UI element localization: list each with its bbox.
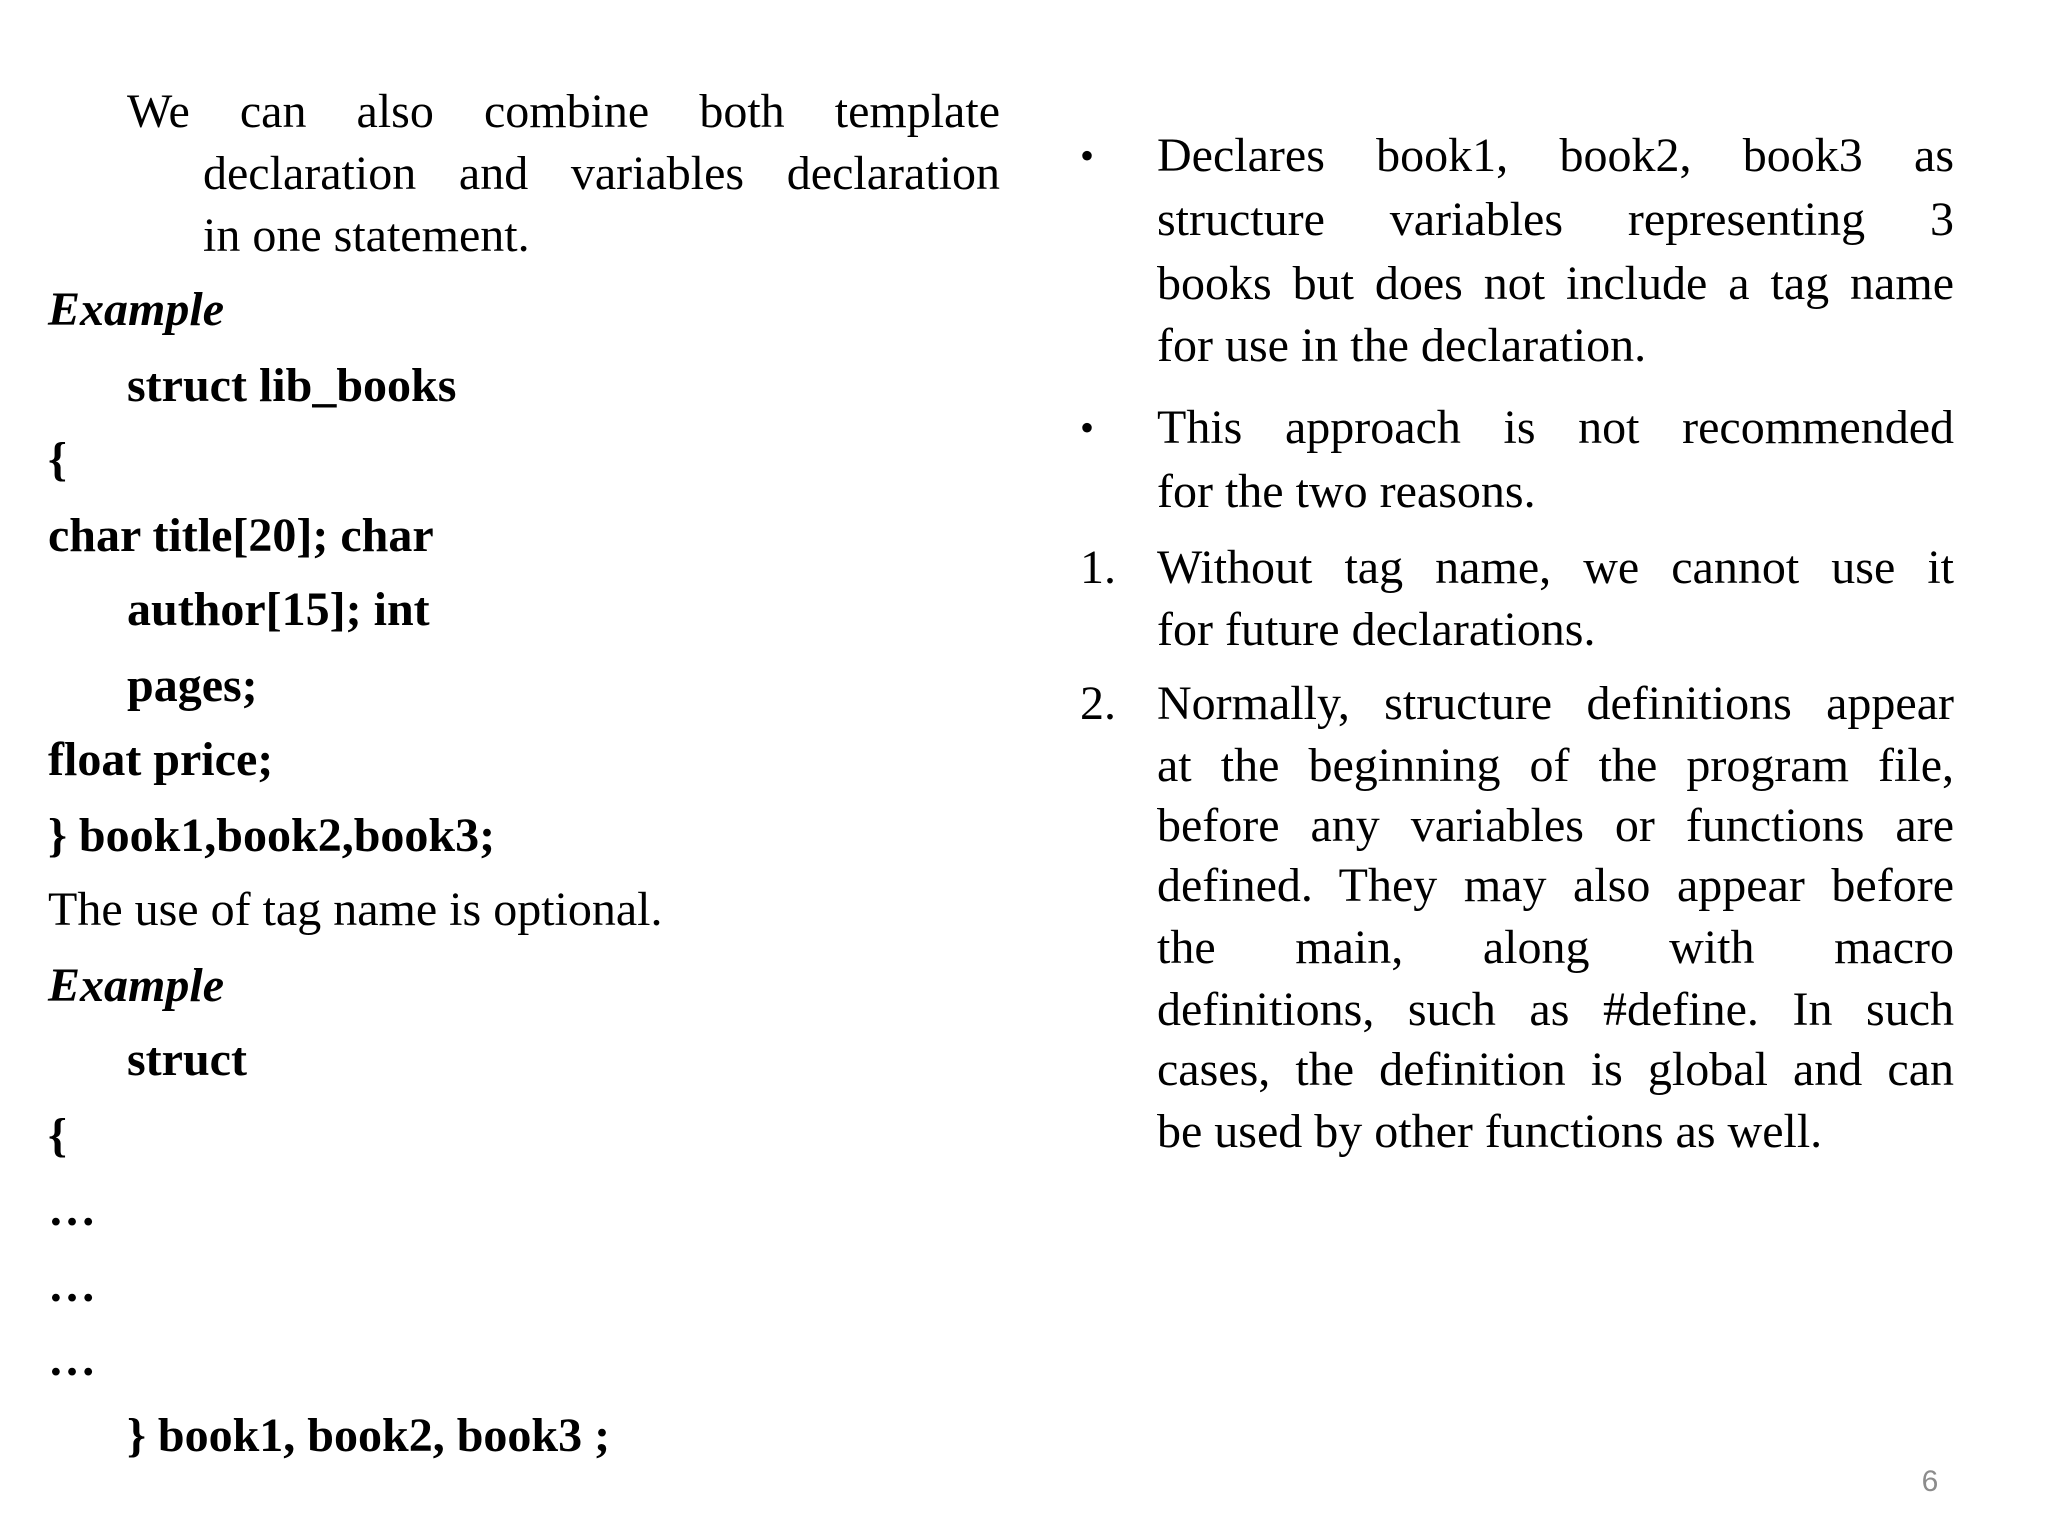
bullet1-line-1: Declares book1, book2, book3 as (1157, 129, 1954, 182)
bullet1-line-4: for use in the declaration. (1157, 319, 1647, 372)
code1-line-2: { (48, 433, 67, 486)
item-number-2: 2. (1080, 677, 1116, 730)
code2-line-2: { (48, 1109, 67, 1162)
item1-line-1: Without tag name, we cannot use it (1157, 541, 1954, 594)
code1-line-1: struct lib_books (127, 359, 457, 412)
code2-line-4: … (48, 1259, 96, 1312)
code2-line-3: … (48, 1183, 96, 1236)
item2-line-3: before any variables or functions are (1157, 799, 1954, 852)
code1-line-7: } book1,book2,book3; (48, 809, 496, 862)
intro-line-1: We can also combine both template (127, 85, 1000, 138)
intro-line-3: in one statement. (203, 209, 530, 262)
page-number: 6 (1921, 1465, 1939, 1498)
code2-line-5: … (48, 1333, 96, 1386)
bullet2-line-1: This approach is not recommended (1157, 401, 1954, 454)
code2-line-6: } book1, book2, book3 ; (127, 1409, 611, 1462)
code1-line-4: author[15]; int (127, 583, 430, 636)
bullet-icon-2: • (1080, 405, 1095, 450)
tag-name-note: The use of tag name is optional. (48, 883, 663, 936)
item2-line-4: defined. They may also appear before (1157, 859, 1954, 912)
intro-line-2: declaration and variables declaration (203, 147, 1000, 200)
code2-line-1: struct (127, 1033, 247, 1086)
code1-line-3: char title[20]; char (48, 509, 434, 562)
example-heading-2: Example (48, 959, 224, 1012)
item2-line-1: Normally, structure definitions appear (1157, 677, 1954, 730)
bullet1-line-3: books but does not include a tag name (1157, 257, 1954, 310)
bullet1-line-2: structure variables representing 3 (1157, 193, 1954, 246)
example-heading-1: Example (48, 283, 224, 336)
item-number-1: 1. (1080, 541, 1116, 594)
code1-line-5: pages; (127, 659, 258, 712)
item2-line-2: at the beginning of the program file, (1157, 739, 1954, 792)
code1-line-6: float price; (48, 733, 274, 786)
item1-line-2: for future declarations. (1157, 603, 1596, 656)
item2-line-6: definitions, such as #define. In such (1157, 983, 1954, 1036)
bullet-icon-1: • (1080, 133, 1095, 178)
bullet2-line-2: for the two reasons. (1157, 465, 1536, 518)
item2-line-8: be used by other functions as well. (1157, 1105, 1823, 1158)
item2-line-5: the main, along with macro (1157, 921, 1954, 974)
item2-line-7: cases, the definition is global and can (1157, 1043, 1954, 1096)
